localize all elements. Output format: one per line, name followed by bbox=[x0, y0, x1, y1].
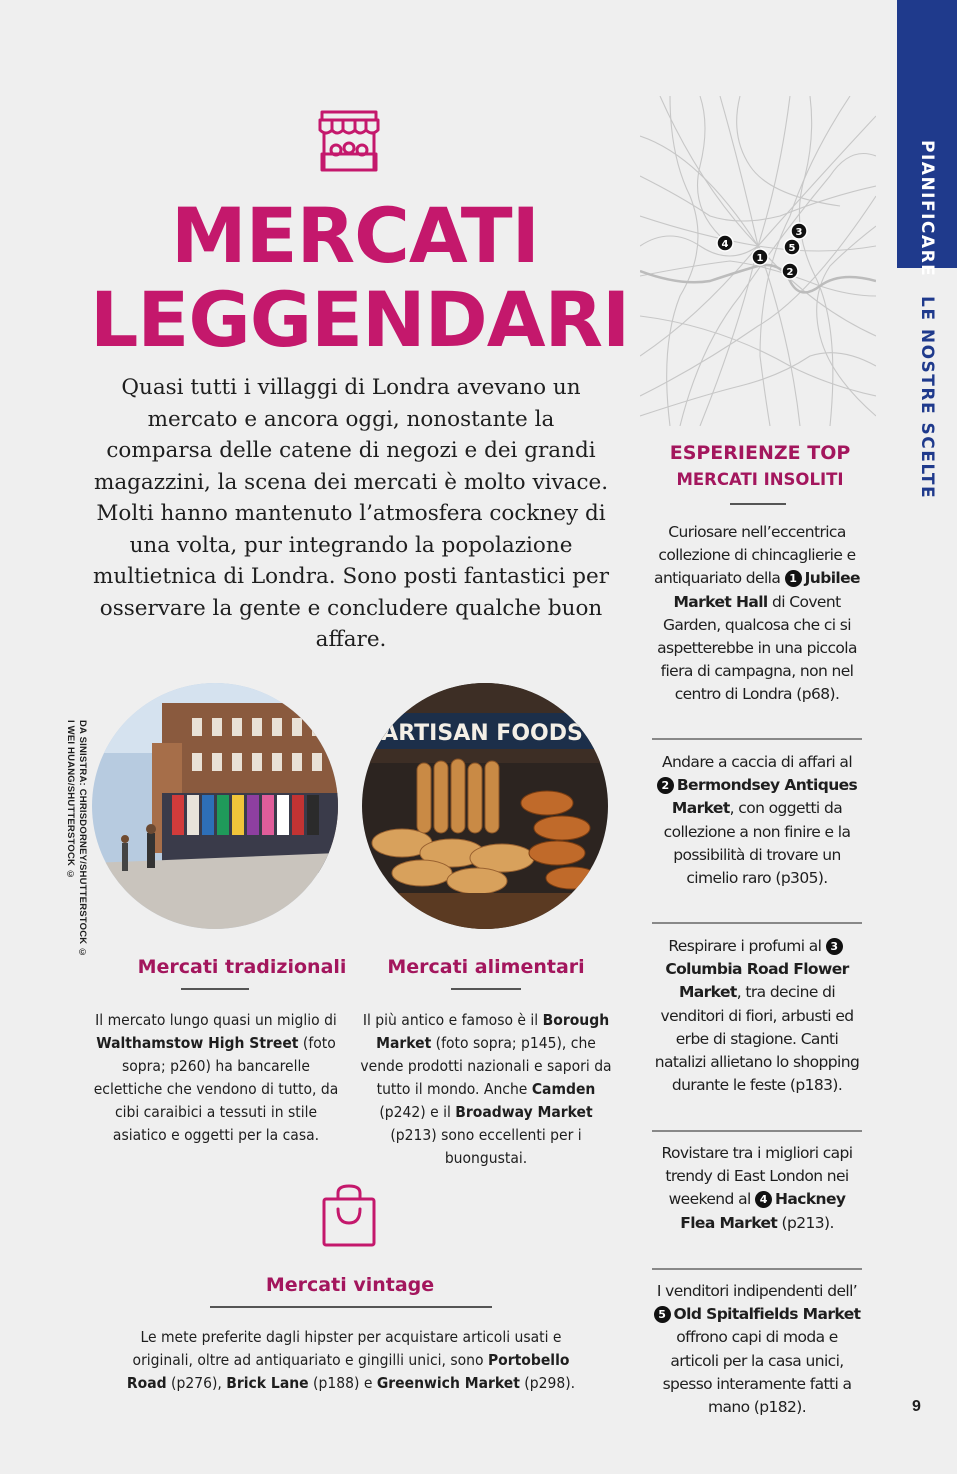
page-title-line2: LEGGENDARI bbox=[90, 275, 630, 364]
divider-top bbox=[730, 503, 786, 505]
broadway-market: Broadway Market bbox=[455, 1103, 593, 1121]
page-title-line1: MERCATI bbox=[171, 191, 539, 280]
tab-pianificare[interactable]: PIANIFICARE bbox=[917, 140, 937, 278]
camden: Camden bbox=[531, 1080, 596, 1098]
photo-walthamstow-market bbox=[92, 683, 338, 929]
greenwich-market: Greenwich Market bbox=[376, 1374, 520, 1392]
marker-3-icon: 3 bbox=[826, 938, 843, 955]
london-map bbox=[640, 96, 876, 426]
top-subtitle: MERCATI INSOLITI bbox=[676, 470, 844, 489]
intro-paragraph: Quasi tutti i villaggi di Londra avevano un mercato e ancora oggi, nonostante la comparsa delle catene di negozi e dei grandi magazzini, la scena dei mercati è molto vivace. Molti hanno mantenuto l’atmosfera cockney di una volta, pur integrando la popolazione multietnica di Londra. Sono posti fantastici per osservare la gente e concludere qualche buon affare. bbox=[92, 375, 609, 652]
separator-1 bbox=[652, 738, 862, 740]
photo-borough-market-bread bbox=[362, 683, 608, 929]
brick-lane: Brick Lane bbox=[226, 1374, 309, 1392]
borough-market: Borough Market bbox=[376, 1011, 610, 1052]
shopping-bag-icon bbox=[320, 1183, 378, 1249]
top-entry-5: I venditori indipendenti dell’5 Old Spitalfields Market offrono capi di moda e articoli per la casa unici, spesso interamente fatti a mano (p182). bbox=[652, 1280, 862, 1419]
divider-vintage bbox=[210, 1306, 492, 1308]
text-mercati-alimentari: Il più antico e famoso è il Borough Market (foto sopra; p145), che vende prodotti nazionali e sapori da tutto il mondo. Anche Camden (p242) e il Broadway Market (p213) sono eccellenti per i buongustai. bbox=[360, 1011, 612, 1167]
page-number: 9 bbox=[912, 1398, 921, 1415]
marker-2-icon: 2 bbox=[657, 777, 674, 794]
portobello-road: Portobello Road bbox=[126, 1351, 570, 1392]
separator-3 bbox=[652, 1130, 862, 1132]
marker-5-icon: 5 bbox=[654, 1306, 671, 1323]
svg-text:3: 3 bbox=[795, 227, 803, 238]
heading-mercati-alimentari: Mercati alimentari bbox=[387, 956, 585, 978]
marker-4-icon: 4 bbox=[755, 1191, 772, 1208]
svg-text:4: 4 bbox=[721, 239, 729, 250]
svg-text:2: 2 bbox=[786, 267, 794, 278]
top-title: ESPERIENZE TOP bbox=[669, 442, 851, 464]
separator-4 bbox=[652, 1268, 862, 1270]
heading-mercati-vintage: Mercati vintage bbox=[265, 1274, 435, 1296]
svg-text:1: 1 bbox=[756, 253, 764, 264]
photo-credit: DA SINISTRA: CHRISDORNEY/SHUTTERSTOCK © I WEI HUANG/SHUTTERSTOCK © bbox=[65, 720, 88, 959]
artisan-foods-sign: ARTISAN FOODS bbox=[381, 721, 583, 746]
divider-tradizionali bbox=[181, 988, 249, 990]
text-mercati-vintage: Le mete preferite dagli hipster per acquistare articoli usati e originali, oltre ad antiquariato e gingilli unici, sono Portobello Road (p276), Brick Lane (p188) e Greenwich Market (p298). bbox=[126, 1328, 576, 1392]
top-entry-4: Rovistare tra i migliori capi trendy di East London nei weekend al 4 Hackney Flea Market (p213). bbox=[661, 1144, 853, 1232]
walthamstow-high-street: Walthamstow High Street bbox=[96, 1034, 299, 1052]
marker-1-icon: 1 bbox=[785, 570, 802, 587]
market-stall-icon bbox=[314, 108, 384, 174]
separator-2 bbox=[652, 922, 862, 924]
top-entry-3: Respirare i profumi al 3Columbia Road Flower Market, tra decine di venditori di fiori, arbusti ed erbe di stagione. Canti natalizi allietano lo shopping durante le feste (p183). bbox=[654, 937, 860, 1095]
divider-alimentari bbox=[451, 988, 521, 990]
text-mercati-tradizionali: Il mercato lungo quasi un miglio di Walthamstow High Street (foto sopra; p260) ha bancarelle eclettiche che vendono di tutto, da cibi caraibici a tessuti in stile asiatico e oggetti per la casa. bbox=[93, 1011, 339, 1144]
svg-text:5: 5 bbox=[788, 243, 796, 254]
heading-mercati-tradizionali: Mercati tradizionali bbox=[137, 956, 347, 978]
top-entry-2: Andare a caccia di affari al 2 Bermondsey Antiques Market, con oggetti da collezione a non finire e la possibilità di trovare un cimelio raro (p305). bbox=[652, 751, 862, 890]
tab-le-nostre-scelte[interactable]: LE NOSTRE SCELTE bbox=[917, 296, 937, 500]
top-entry-1: Curiosare nell’eccentrica collezione di chincaglierie e antiquariato della 1 Jubilee Market Hall di Covent Garden, qualcosa che ci si aspetterebbe in una piccola fiera di campagna, non nel centro di Londra (p68). bbox=[654, 523, 860, 704]
